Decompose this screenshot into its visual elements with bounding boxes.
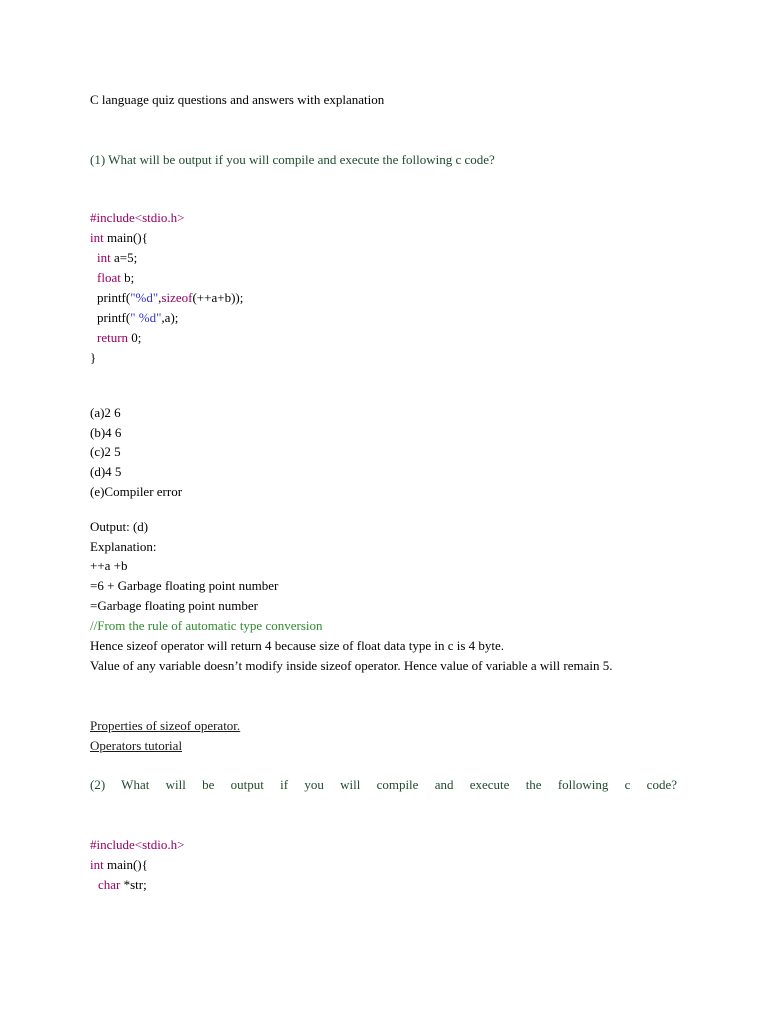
explanation-line: ++a +b <box>90 558 128 573</box>
code-main-line <box>90 856 148 874</box>
code-text: main(){ <box>103 857 148 872</box>
code-return-line <box>97 329 141 347</box>
link-sizeof-properties[interactable]: Properties of sizeof operator. <box>90 718 241 733</box>
code-printf-a <box>97 309 178 327</box>
code-text: a=5; <box>110 250 138 265</box>
code-text: printf( <box>97 290 131 305</box>
code-keyword: float <box>97 270 121 285</box>
code-close-brace: } <box>90 350 97 365</box>
explanation-comment: //From the rule of automatic type conversion <box>90 618 323 633</box>
sizeof-note: Hence sizeof operator will return 4 because size of float data type in c is 4 byte. <box>90 638 505 653</box>
option-e: (e)Compiler error <box>90 484 183 499</box>
explanation-label: Explanation: <box>90 539 157 554</box>
code-keyword: int <box>90 857 104 872</box>
code-string: " %d" <box>130 310 162 325</box>
option-d: (d)4 5 <box>90 464 122 479</box>
code-text: main(){ <box>103 230 148 245</box>
code-text: *str; <box>120 877 147 892</box>
option-b: (b)4 6 <box>90 425 122 440</box>
link-operators-tutorial[interactable]: Operators tutorial <box>90 738 183 753</box>
code-text: printf( <box>97 310 131 325</box>
explanation-line: =6 + Garbage floating point number <box>90 578 279 593</box>
code-text: , <box>158 290 162 305</box>
code-text: ,a); <box>161 310 179 325</box>
code-int-decl <box>97 249 137 267</box>
code-keyword: char <box>98 877 121 892</box>
code-string: "%d" <box>130 290 159 305</box>
code-keyword: int <box>97 250 111 265</box>
option-c: (c)2 5 <box>90 444 121 459</box>
code-include-line: #include<stdio.h> <box>90 210 185 225</box>
code-text: b; <box>120 270 135 285</box>
code-printf-sizeof <box>97 289 243 307</box>
code-main-line <box>90 229 148 247</box>
code-text: 0; <box>128 330 142 345</box>
code-char-decl <box>98 876 147 894</box>
code-keyword: sizeof <box>161 290 193 305</box>
document-title: C language quiz questions and answers with explanation <box>90 92 385 107</box>
explanation-line: =Garbage floating point number <box>90 598 258 613</box>
question-1-text: (1) What will be output if you will compile and execute the following c code? <box>90 152 495 167</box>
document-page <box>90 0 678 1024</box>
code-keyword: int <box>90 230 104 245</box>
code-float-decl <box>97 269 134 287</box>
code-include-line: #include<stdio.h> <box>90 837 185 852</box>
code-text: (++a+b)); <box>192 290 244 305</box>
code-keyword: return <box>97 330 129 345</box>
output-answer: Output: (d) <box>90 519 149 534</box>
value-note: Value of any variable doesn’t modify inside sizeof operator. Hence value of variable a will remain 5. <box>90 658 613 673</box>
option-a: (a)2 6 <box>90 405 121 420</box>
question-2-text: (2) What will be output if you will compile and execute the following c code? <box>90 777 677 792</box>
